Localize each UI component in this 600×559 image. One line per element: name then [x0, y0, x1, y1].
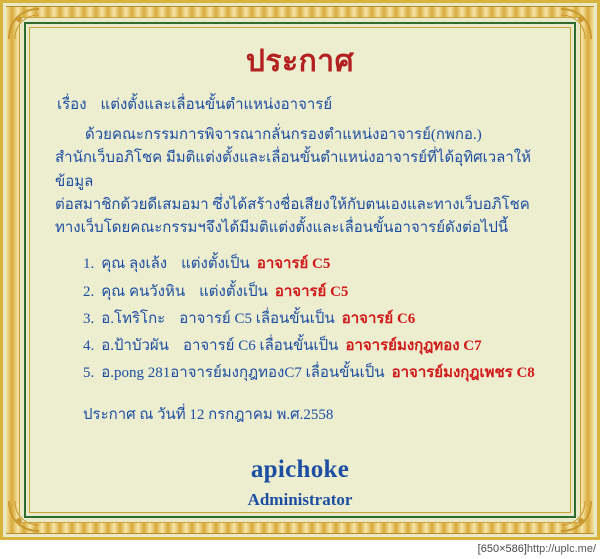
corner-flourish-icon	[559, 7, 593, 41]
list-item-action: แต่งตั้งเป็น	[199, 283, 268, 300]
corner-flourish-icon	[7, 7, 41, 41]
corner-flourish-icon	[7, 499, 41, 533]
list-item-number: 3.	[83, 310, 95, 327]
image-info-watermark	[478, 543, 596, 555]
list-item-number: 1.	[83, 256, 95, 273]
list-item-action: อาจารย์ C5 เลื่อนขั้นเป็น	[179, 310, 335, 327]
list-item-person: คุณ ลุงเล้ง	[101, 256, 168, 273]
list-item-action: อาจารย์ C6 เลื่อนขั้นเป็น	[182, 338, 339, 354]
list-item-result: อาจารย์ C5	[274, 283, 349, 300]
corner-flourish-icon	[559, 499, 593, 533]
subject-label: เรื่อง	[57, 97, 87, 113]
body-paragraph	[55, 124, 545, 240]
list-item	[55, 336, 545, 356]
subject-text: แต่งตั้งและเลื่อนขั้นตำแหน่งอาจารย์	[100, 97, 333, 113]
page-title: ประกาศ	[245, 45, 355, 78]
body-line-1: ด้วยคณะกรรมการพิจารณากลั่นกรองตำแหน่งอาจารย์(กพกอ.)	[85, 127, 482, 143]
list-item-action: อาจารย์มงกุฎทองC7 เลื่อนขั้นเป็น	[170, 365, 385, 382]
date-line: ประกาศ ณ วันที่ 12 กรกฎาคม พ.ศ.2558	[83, 406, 334, 423]
image-dimensions: [650×586]	[477, 543, 527, 555]
announcement-content	[37, 33, 563, 507]
list-item-result: อาจารย์ C6	[341, 310, 416, 327]
list-item-person: อ.ป้าบัวผัน	[101, 338, 169, 354]
list-item-number: 5.	[83, 365, 95, 382]
host-url: http://uplc.me/	[526, 543, 596, 555]
body-line-3: ต่อสมาชิกด้วยดีเสมอมา ซึ่งได้สร้างชื่อเสียงให้กับตนเองและทางเว็บอภิโชค	[55, 196, 530, 213]
signature-block	[55, 456, 545, 510]
list-item	[55, 363, 545, 383]
list-item-person: คุณ คนวังหิน	[101, 283, 186, 300]
list-item	[55, 282, 545, 302]
list-item-result: อาจารย์มงกุฎทอง C7	[345, 338, 482, 354]
list-item	[55, 254, 545, 274]
list-item-action: แต่งตั้งเป็น	[181, 256, 250, 273]
list-item-person: อ.โทริโกะ	[101, 310, 166, 327]
signature-name: apichoke	[250, 455, 350, 483]
body-line-4: ทางเว็บโดยคณะกรรมฯจึงได้มีมติแต่งตั้งและเลื่อนขั้นอาจารย์ดังต่อไปนี้	[55, 220, 509, 236]
list-item	[55, 309, 545, 329]
promotion-list	[55, 254, 545, 383]
signature-role: Administrator	[247, 489, 353, 509]
subject-line	[57, 92, 545, 116]
list-item-result: อาจารย์มงกุฎเพชร C8	[391, 365, 535, 382]
list-item-number: 4.	[83, 338, 95, 354]
list-item-result: อาจารย์ C5	[256, 256, 331, 273]
body-line-2: สำนักเว็บอภิโชค มีมติแต่งตั้งและเลื่อนขั้นตำแหน่งอาจารย์ที่ได้อุทิศเวลาให้ข้อมูล	[55, 150, 531, 190]
footer-bar	[0, 540, 600, 559]
list-item-number: 2.	[83, 283, 95, 300]
list-item-person: อ.pong 281	[101, 365, 171, 382]
